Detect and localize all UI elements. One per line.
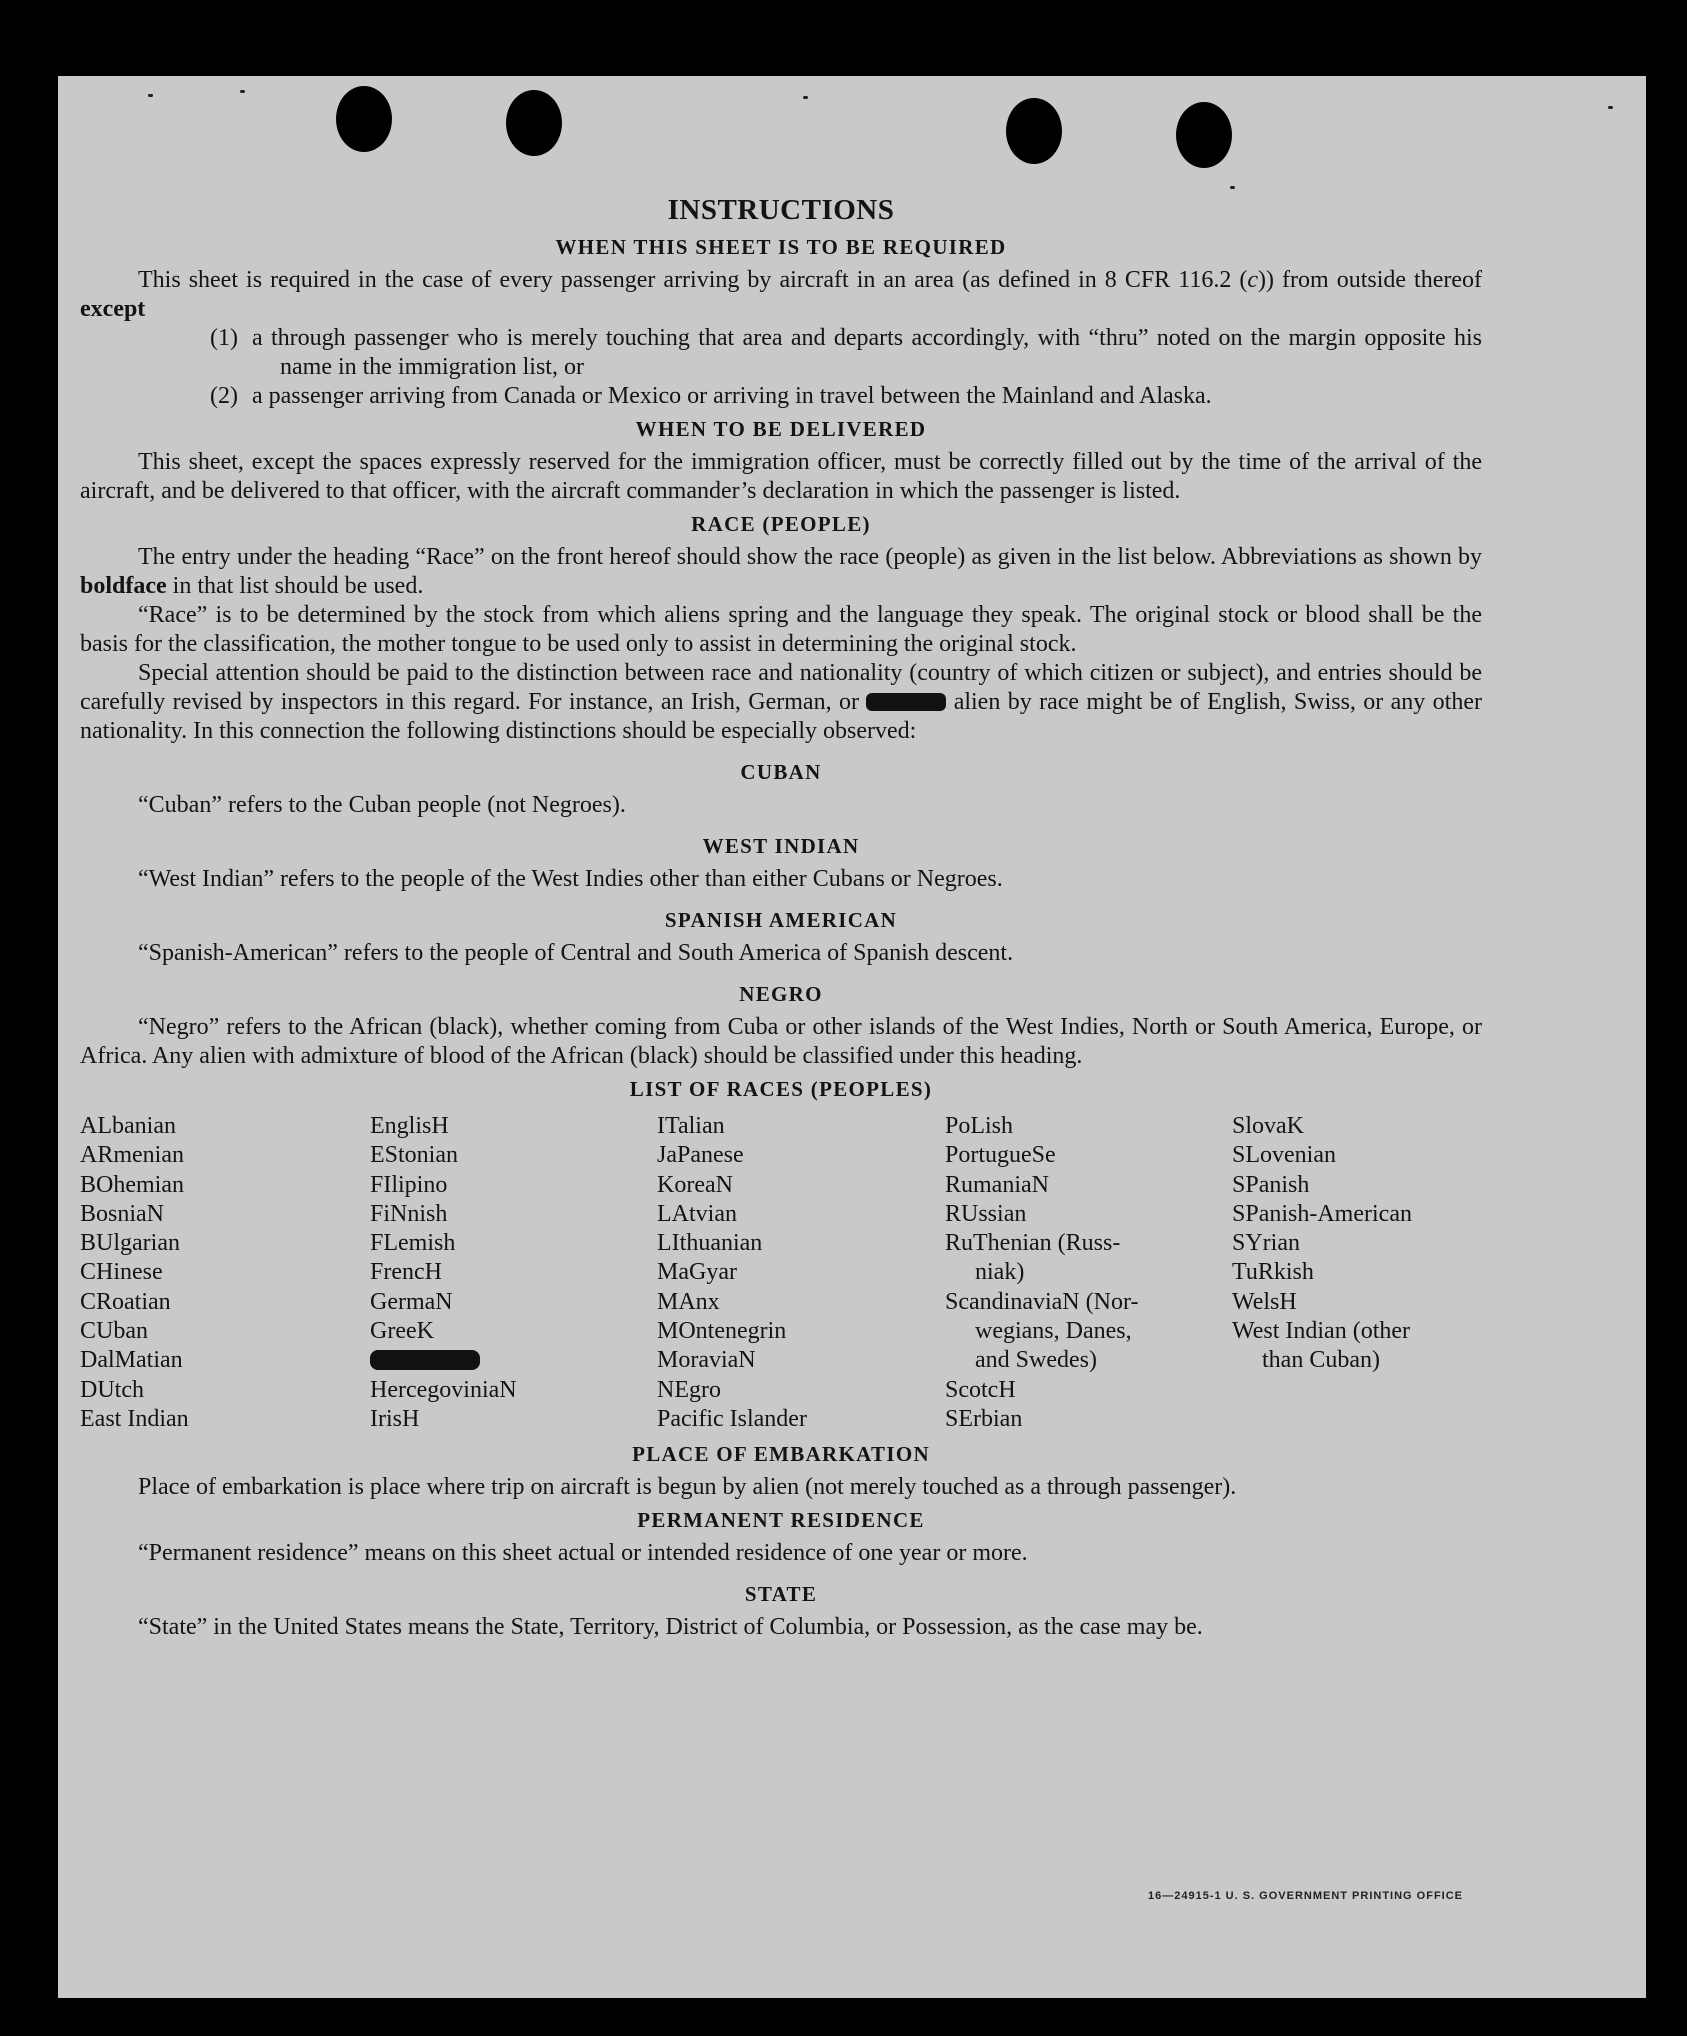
race-item: SlovaK	[1232, 1113, 1304, 1139]
required-item-2	[80, 382, 1482, 411]
punch-hole	[1176, 102, 1232, 168]
speck	[240, 90, 245, 93]
race-item-redacted	[370, 1346, 657, 1375]
race-item: CRoatian	[80, 1288, 171, 1315]
speck	[803, 96, 808, 99]
delivered-text: This sheet, except the spaces expressly reserved for the immigration officer, must be correctly filled out by the time of the arrival of the aircraft, and be delivered to that officer, with the aircraft commander’s declaration in which the passenger is listed.	[80, 449, 1482, 504]
item-text: a through passenger who is merely touching that area and departs accordingly, with “thru” noted on the margin opposite his name in the immigration list, or	[252, 325, 1482, 380]
race-item: SPanish-American	[1232, 1200, 1412, 1227]
race-item-continued: wegians, Danes,	[975, 1318, 1132, 1345]
race-item: TuRkish	[1232, 1259, 1314, 1286]
punch-hole	[1006, 98, 1062, 164]
race-column-2	[370, 1112, 657, 1434]
printing-office-imprint: 16—24915-1 U. S. GOVERNMENT PRINTING OFFICE	[1148, 1890, 1464, 1902]
heading-required: WHEN THIS SHEET IS TO BE REQUIRED	[555, 235, 1007, 259]
speck	[1230, 186, 1235, 189]
race-item: FiNnish	[370, 1200, 448, 1227]
residence-text: “Permanent residence” means on this sheet actual or intended residence of one year or more.	[138, 1540, 1028, 1567]
item-number: (1)	[210, 325, 238, 351]
race-item: West Indian (other	[1232, 1318, 1411, 1345]
race-item: East Indian	[80, 1405, 189, 1432]
race-item: SLovenian	[1232, 1142, 1336, 1169]
item-number: (2)	[210, 383, 238, 409]
heading-west-indian: WEST INDIAN	[702, 834, 860, 858]
race-item-continued: and Swedes)	[975, 1347, 1097, 1374]
race-item: MOntenegrin	[657, 1318, 787, 1345]
race-item: ALbanian	[80, 1113, 176, 1139]
heading-delivered: WHEN TO BE DELIVERED	[635, 417, 927, 441]
race-item: RUssian	[945, 1200, 1027, 1227]
instructions-content	[80, 194, 1482, 1642]
race-item: SYrian	[1232, 1230, 1300, 1257]
race-boldface: boldface	[80, 573, 167, 599]
punch-hole	[506, 90, 562, 156]
race-item-continued: niak)	[975, 1259, 1025, 1286]
race-item: Pacific Islander	[657, 1405, 807, 1432]
race-item: BOhemian	[80, 1171, 184, 1198]
race-item: FrencH	[370, 1259, 442, 1286]
race-text-1a: The entry under the heading “Race” on the front hereof should show the race (people) as given in the list below. Abbreviations as shown by	[138, 544, 1482, 570]
race-text-2: “Race” is to be determined by the stock from which aliens spring and the language they speak. The original stock or blood shall be the basis for the classification, the mother tongue to be used only to assist in determining the original stock.	[80, 602, 1482, 657]
race-text-3	[80, 659, 1482, 746]
race-item: PoLish	[945, 1113, 1014, 1139]
race-item: FLemish	[370, 1230, 456, 1257]
embarkation-text: Place of embarkation is place where trip on aircraft is begun by alien (not merely touched as a through passenger).	[138, 1474, 1237, 1501]
heading-negro: NEGRO	[739, 982, 823, 1006]
required-text-c: c	[1247, 267, 1258, 293]
spanish-american-text: “Spanish-American” refers to the people of Central and South America of Spanish descent.	[138, 940, 1014, 966]
required-text	[80, 266, 1482, 324]
race-item: ScotcH	[945, 1376, 1016, 1403]
race-item-continued: than Cuban)	[1262, 1347, 1380, 1374]
race-text-1	[80, 543, 1482, 601]
race-text-1b: in that list should be used.	[166, 573, 424, 599]
west-indian-text: “West Indian” refers to the people of the West Indies other than either Cubans or Negroes.	[138, 866, 1003, 892]
race-item: NEgro	[657, 1376, 721, 1403]
speck	[148, 94, 153, 97]
race-item: CUban	[80, 1318, 148, 1345]
redaction-mark	[370, 1350, 480, 1370]
punch-hole	[336, 86, 392, 152]
race-item: RuThenian (Russ-	[945, 1230, 1121, 1257]
required-item-1	[80, 324, 1482, 382]
negro-text: “Negro” refers to the African (black), whether coming from Cuba or other islands of the West Indies, North or South America, Europe, or Africa. Any alien with admixture of blood of the African (black) should be classified under this heading.	[80, 1014, 1482, 1069]
race-item: IrisH	[370, 1405, 420, 1432]
required-text-b: )) from outside thereof	[1258, 267, 1483, 293]
race-item: EnglisH	[370, 1113, 449, 1139]
race-item: EStonian	[370, 1142, 458, 1169]
heading-race: RACE (PEOPLE)	[691, 512, 871, 536]
cuban-text: “Cuban” refers to the Cuban people (not Negroes).	[138, 792, 626, 818]
required-text-a: This sheet is required in the case of every passenger arriving by aircraft in an area (as defined in 8 CFR 116.2 (	[138, 267, 1248, 293]
race-item: FIlipino	[370, 1171, 448, 1198]
race-item: GreeK	[370, 1318, 434, 1345]
race-item: LIthuanian	[657, 1230, 763, 1257]
race-item: MaGyar	[657, 1259, 737, 1286]
heading-list-of-races: LIST OF RACES (PEOPLES)	[629, 1077, 933, 1101]
race-text-3b: alien by race might be of English, Swiss, or any other nationality. In this connection the following distinctions should be especially observed:	[80, 689, 1482, 744]
race-column-4	[945, 1112, 1232, 1434]
item-text: a passenger arriving from Canada or Mexico or arriving in travel between the Mainland and Alaska.	[252, 383, 1212, 409]
race-text-3a: Special attention should be paid to the distinction between race and nationality (country of which citizen or subject), and entries should be carefully revised by inspectors in this regard. For instance, an Irish, German, or	[80, 660, 1482, 715]
race-item: BUlgarian	[80, 1230, 180, 1257]
race-item: SErbian	[945, 1405, 1023, 1432]
heading-residence: PERMANENT RESIDENCE	[637, 1508, 925, 1533]
heading-cuban: CUBAN	[740, 760, 822, 784]
document-sheet	[58, 76, 1646, 1998]
race-item: WelsH	[1232, 1288, 1297, 1315]
race-item: MAnx	[657, 1288, 720, 1315]
race-item: RumaniaN	[945, 1171, 1049, 1198]
race-item: PortugueSe	[945, 1142, 1056, 1169]
heading-embarkation: PLACE OF EMBARKATION	[632, 1442, 930, 1467]
race-item: DalMatian	[80, 1347, 183, 1374]
race-item: DUtch	[80, 1376, 144, 1403]
race-item: LAtvian	[657, 1200, 737, 1227]
state-text: “State” in the United States means the State, Territory, District of Columbia, or Possession, as the case may be.	[138, 1614, 1203, 1641]
redaction-mark	[866, 693, 946, 711]
race-item: ARmenian	[80, 1142, 184, 1169]
race-item: BosniaN	[80, 1200, 164, 1227]
race-item: GermaN	[370, 1288, 453, 1315]
race-column-1	[80, 1112, 370, 1434]
race-item: CHinese	[80, 1259, 163, 1286]
race-item: ITalian	[657, 1113, 725, 1139]
heading-state: STATE	[744, 1582, 818, 1607]
race-item: ScandinaviaN (Nor-	[945, 1288, 1139, 1315]
race-item: JaPanese	[657, 1142, 744, 1169]
race-column-5	[1232, 1112, 1482, 1434]
speck	[1608, 106, 1613, 109]
race-list	[80, 1112, 1482, 1434]
race-item: HercegoviniaN	[370, 1376, 517, 1403]
race-item: MoraviaN	[657, 1347, 756, 1374]
heading-spanish-american: SPANISH AMERICAN	[664, 908, 898, 932]
page-title: INSTRUCTIONS	[667, 194, 895, 226]
race-item: KoreaN	[657, 1171, 733, 1198]
required-except: except	[80, 296, 146, 322]
race-column-3	[657, 1112, 945, 1434]
race-item: SPanish	[1232, 1171, 1310, 1198]
